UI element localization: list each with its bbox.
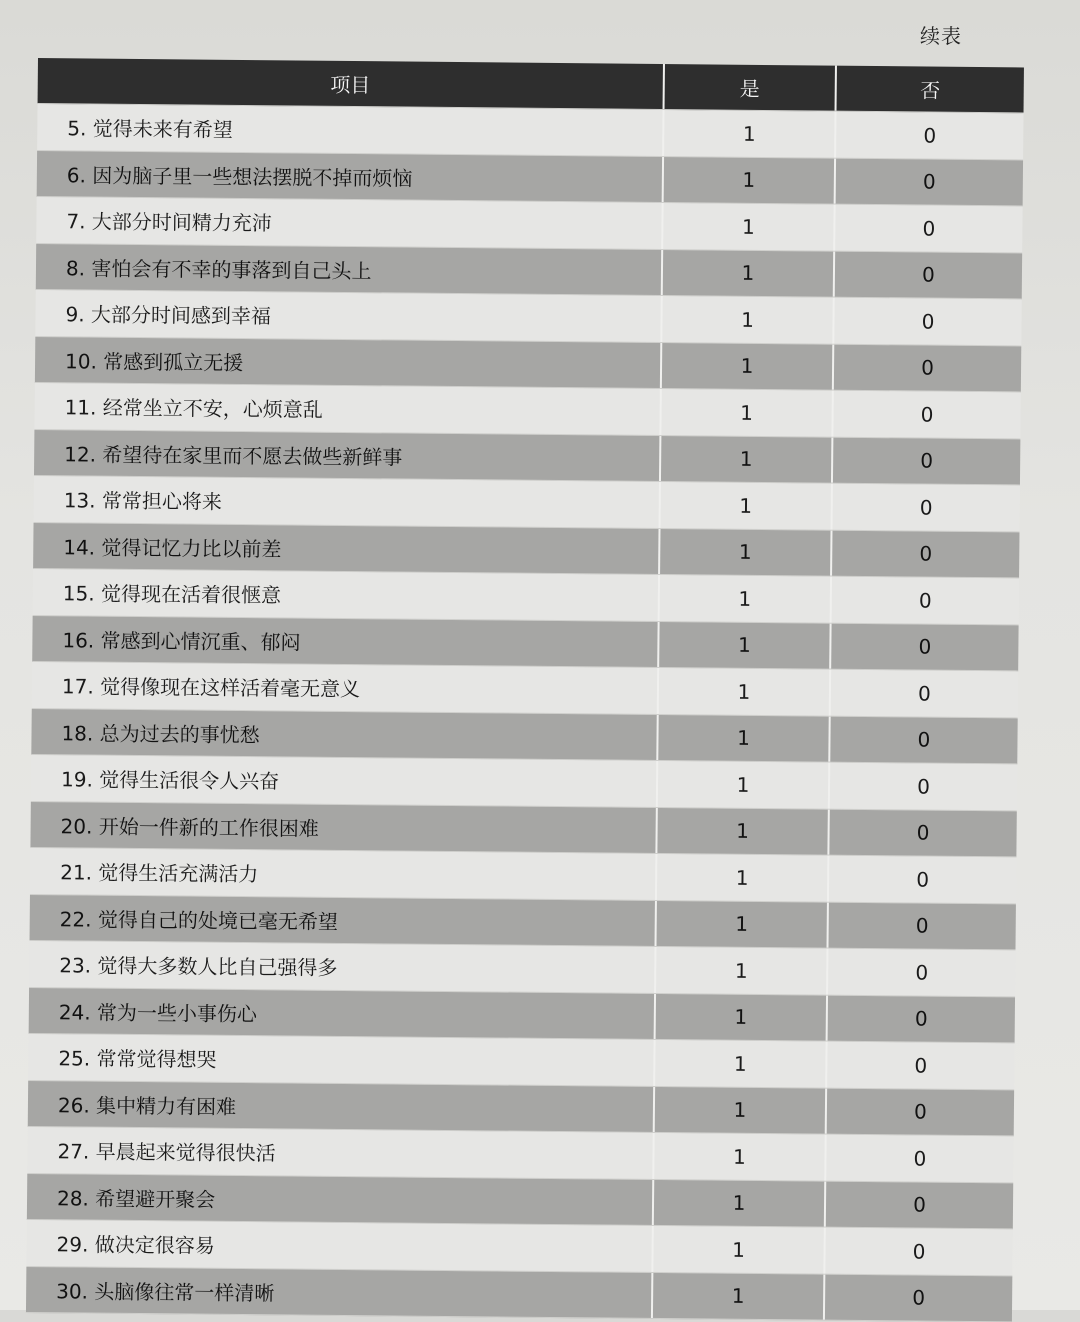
table-row — [26, 1266, 1012, 1322]
row-yes-score: 1 — [656, 947, 828, 994]
row-yes-score: 1 — [659, 668, 831, 715]
row-yes-score: 1 — [660, 528, 832, 575]
row-no-score: 0 — [912, 1285, 926, 1310]
row-yes-score: 1 — [658, 761, 830, 808]
row-item-text: 5. 觉得未来有希望 — [37, 104, 664, 156]
row-item-text: 26. 集中精力有困难 — [28, 1080, 655, 1132]
row-yes-score: 1 — [664, 157, 836, 204]
row-no-score: 0 — [917, 774, 931, 799]
row-yes-score: 1 — [662, 296, 834, 343]
row-no-score: 0 — [922, 169, 936, 194]
row-item-text: 16. 常感到心情沉重、郁闷 — [32, 615, 659, 667]
row-no-score: 0 — [919, 541, 933, 566]
row-no-score: 0 — [914, 1006, 928, 1031]
row-yes-score: 1 — [658, 714, 830, 761]
row-no-score: 0 — [920, 448, 934, 473]
row-no-score: 0 — [923, 123, 937, 148]
row-no-score: 0 — [915, 960, 929, 985]
row-no-score: 0 — [912, 1239, 926, 1264]
row-yes-score: 1 — [661, 389, 833, 436]
row-item-text: 17. 觉得像现在这样活着毫无意义 — [32, 662, 659, 714]
row-yes-score: 1 — [661, 482, 833, 529]
row-no-score: 0 — [914, 1053, 928, 1078]
row-no-score: 0 — [913, 1099, 927, 1124]
row-item-text: 6. 因为脑子里一些想法摆脱不掉而烦恼 — [37, 150, 664, 202]
row-no-score: 0 — [915, 913, 929, 938]
row-no-score: 0 — [919, 495, 933, 520]
row-item-text: 19. 觉得生活很令人兴奋 — [31, 755, 658, 807]
row-item-text: 24. 常为一些小事伤心 — [29, 987, 656, 1039]
row-yes-score: 1 — [657, 854, 829, 901]
row-item-text: 18. 总为过去的事忧愁 — [31, 708, 658, 760]
row-no-score: 0 — [921, 309, 935, 334]
row-item-text: 10. 常感到孤立无援 — [35, 336, 662, 388]
row-item-text: 13. 常常担心将来 — [34, 476, 661, 528]
row-yes-score: 1 — [657, 807, 829, 854]
row-yes-score: 1 — [659, 621, 831, 668]
row-item-text: 22. 觉得自己的处境已毫无希望 — [30, 894, 657, 946]
row-yes-score: 1 — [664, 110, 836, 157]
row-no-score: 0 — [921, 262, 935, 287]
row-item-text: 8. 害怕会有不幸的事落到自己头上 — [36, 243, 663, 295]
row-no-score: 0 — [917, 727, 931, 752]
row-yes-score: 1 — [660, 575, 832, 622]
row-yes-score: 1 — [663, 250, 835, 297]
continued-label: 续表 — [920, 24, 962, 48]
row-item-text: 11. 经常坐立不安，心烦意乱 — [34, 383, 661, 435]
row-yes-score: 1 — [655, 1086, 827, 1133]
row-no-score: 0 — [920, 402, 934, 427]
row-yes-score: 1 — [655, 1040, 827, 1087]
row-no-score: 0 — [916, 820, 930, 845]
row-item-text: 14. 觉得记忆力比以前差 — [33, 522, 660, 574]
row-yes-score: 1 — [663, 203, 835, 250]
row-no-score: 0 — [916, 867, 930, 892]
row-yes-score: 1 — [662, 343, 834, 390]
header-yes: 是 — [665, 64, 837, 111]
row-no-score: 0 — [917, 681, 931, 706]
row-item-text: 29. 做决定很容易 — [26, 1220, 653, 1272]
header-no: 否 — [920, 78, 941, 103]
row-yes-score: 1 — [654, 1179, 826, 1226]
row-yes-score: 1 — [657, 900, 829, 947]
row-item-text: 7. 大部分时间精力充沛 — [36, 197, 663, 249]
row-yes-score: 1 — [654, 1133, 826, 1180]
row-item-text: 23. 觉得大多数人比自己强得多 — [29, 941, 656, 993]
row-no-score: 0 — [918, 634, 932, 659]
row-yes-score: 1 — [653, 1226, 825, 1273]
row-item-text: 15. 觉得现在活着很惬意 — [33, 569, 660, 621]
row-item-text: 20. 开始一件新的工作很困难 — [30, 801, 657, 853]
row-yes-score: 1 — [656, 993, 828, 1040]
row-item-text: 27. 早晨起来觉得很快活 — [27, 1127, 654, 1179]
row-item-text: 9. 大部分时间感到幸福 — [35, 290, 662, 342]
header-item: 项目 — [38, 58, 665, 109]
row-no-score: 0 — [913, 1192, 927, 1217]
questionnaire-table — [26, 58, 1024, 1322]
row-yes-score: 1 — [661, 436, 833, 483]
row-no-score: 0 — [918, 588, 932, 613]
row-yes-score: 1 — [653, 1272, 825, 1319]
row-item-text: 25. 常常觉得想哭 — [28, 1034, 655, 1086]
row-no-score: 0 — [922, 216, 936, 241]
row-no-score: 0 — [913, 1146, 927, 1171]
table-body — [26, 104, 1024, 1322]
row-item-text: 28. 希望避开聚会 — [27, 1173, 654, 1225]
row-item-text: 30. 头脑像往常一样清晰 — [26, 1266, 653, 1318]
row-item-text: 21. 觉得生活充满活力 — [30, 848, 657, 900]
row-item-text: 12. 希望待在家里而不愿去做些新鲜事 — [34, 429, 661, 481]
row-no-score: 0 — [921, 355, 935, 380]
